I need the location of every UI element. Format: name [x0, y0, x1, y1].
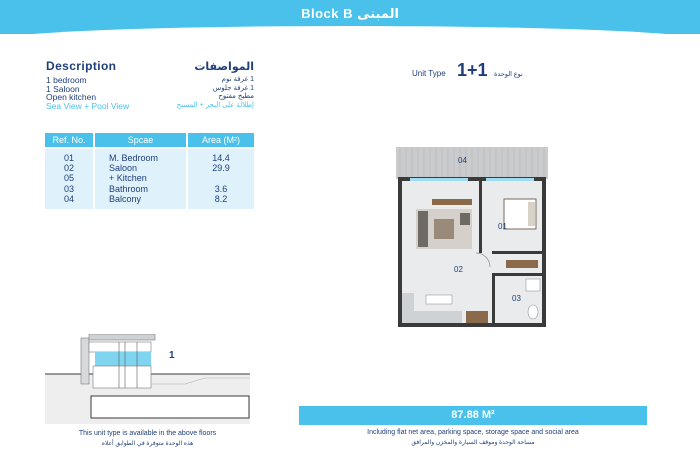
- area-table: [45, 133, 254, 209]
- description-list-ar: [150, 76, 254, 110]
- table-cell: + Kitchen: [109, 173, 147, 184]
- dining-cabinet: [466, 311, 488, 323]
- table-header-area: Area (M²): [202, 135, 240, 145]
- table-cell: 14.4: [212, 153, 230, 163]
- toilet: [528, 305, 538, 319]
- description-line: Open kitchen: [46, 92, 97, 103]
- kitchen-counter-side: [402, 293, 414, 323]
- description-title-ar: المواصفات: [194, 61, 254, 73]
- availability-note-ar: هذه الوحدة متوفرة في الطوابق أعلاه: [101, 441, 194, 447]
- area-note: Including flat net area, parking space, storage space and social area: [367, 429, 579, 436]
- unit-type-label: Unit Type: [412, 69, 446, 78]
- description-line-view: Sea View + Pool View: [46, 100, 130, 111]
- table-cell: 03: [63, 183, 74, 194]
- total-area-bar: 87.88 M²: [299, 406, 647, 425]
- table-header-ref: Ref. No.: [45, 133, 95, 147]
- table-cell: 29.9: [212, 163, 230, 174]
- table-cell: 01: [63, 153, 74, 163]
- table-cell: [188, 173, 254, 183]
- roof-slab: [89, 334, 155, 340]
- table-cell: Saloon: [109, 163, 138, 174]
- building-section: [45, 334, 250, 424]
- kitchen-island: [426, 295, 452, 304]
- unit-type-number: 1+1: [457, 60, 488, 80]
- description-line-ar: مطبخ مفتوح: [218, 93, 254, 101]
- table-cell: Bathroom: [109, 183, 149, 194]
- page-title: Block B المبنى: [301, 6, 399, 21]
- floor-plan: [396, 147, 548, 328]
- table-column-area: [188, 149, 254, 209]
- description-line-ar: 1 غرفة جلوس: [212, 84, 254, 92]
- table-cell: 04: [63, 193, 74, 204]
- bathroom-side-wall: [492, 273, 495, 325]
- window-bedroom: [486, 178, 534, 181]
- availability-note: This unit type is available in the above floors: [78, 430, 217, 437]
- ground-floor: [93, 366, 151, 388]
- area-note-ar: مساحة الوحدة وموقف السيارة والمخزن والمرافق: [411, 440, 535, 446]
- wardrobe: [506, 260, 538, 268]
- table-cell: 02: [63, 163, 74, 174]
- tv-unit: [432, 199, 472, 205]
- bathroom-wall: [492, 273, 544, 276]
- window-saloon: [410, 178, 468, 181]
- floor-1-highlight: [95, 352, 151, 366]
- description-line: 1 bedroom: [46, 75, 87, 85]
- table-column-ref: [45, 149, 95, 209]
- floor-2: [89, 342, 151, 352]
- table-body: [45, 149, 254, 209]
- description-list: [46, 76, 129, 110]
- sink: [526, 279, 540, 291]
- room-label-bedroom: 01: [498, 222, 507, 231]
- floor-label: 1: [169, 350, 175, 361]
- sofa: [418, 211, 428, 247]
- room-label-balcony: 04: [458, 156, 467, 165]
- bed-pillows: [528, 202, 535, 226]
- wall-column: [81, 338, 89, 384]
- table-cell: 3.6: [214, 183, 228, 194]
- description-title: Description: [46, 59, 117, 73]
- basement: [91, 396, 249, 418]
- table-cell: M. Bedroom: [109, 153, 159, 163]
- table-header-space: Spcae: [95, 133, 188, 147]
- description-line-ar: 1 غرفة نوم: [221, 76, 254, 83]
- table-cell: Balcony: [109, 193, 142, 204]
- coffee-table: [434, 219, 454, 239]
- unit-type-label-ar: نوع الوحدة: [494, 71, 523, 78]
- table-cell: 8.2: [214, 193, 228, 204]
- table-cell: 05: [63, 173, 74, 184]
- bedroom-bottom-wall: [492, 251, 544, 254]
- bedroom-wall: [479, 179, 482, 253]
- armchair: [460, 213, 470, 225]
- table-header-row: [45, 133, 254, 147]
- room-label-bathroom: 03: [512, 294, 521, 303]
- table-column-space: [95, 149, 188, 209]
- description-line-ar-view: إطلالة على البحر + المسبح: [176, 101, 254, 109]
- description-line: 1 Saloon: [46, 83, 80, 94]
- room-label-saloon: 02: [454, 265, 463, 274]
- kitchen-counter: [414, 311, 462, 323]
